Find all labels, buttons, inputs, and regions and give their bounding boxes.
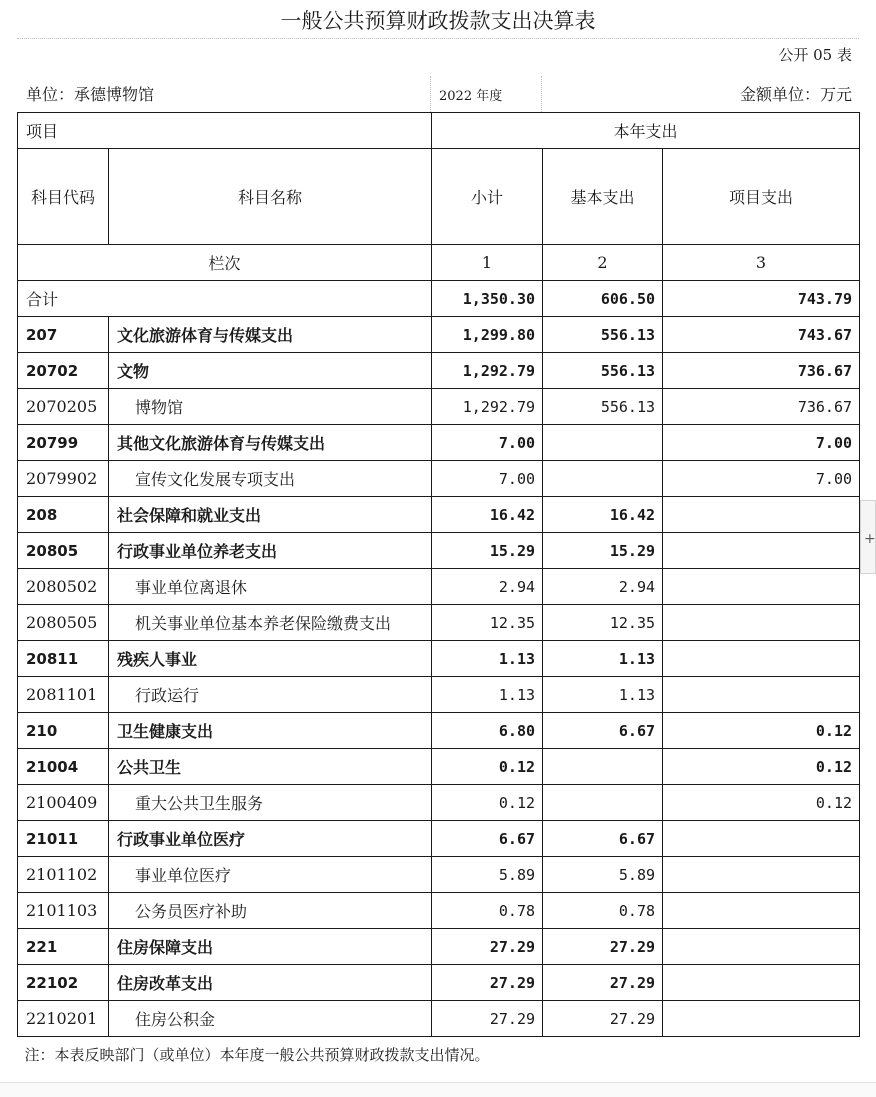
row-name[interactable]: 文物	[109, 353, 432, 389]
row-name[interactable]: 卫生健康支出	[109, 713, 432, 749]
table-row	[18, 857, 860, 893]
table-row	[18, 605, 860, 641]
row-name[interactable]: 行政运行	[109, 677, 432, 713]
row-name[interactable]: 公共卫生	[109, 749, 432, 785]
row-name[interactable]: 重大公共卫生服务	[109, 785, 432, 821]
row-basic[interactable]: 556.13	[543, 317, 663, 353]
total-label[interactable]: 合计	[18, 281, 432, 317]
row-code[interactable]: 2079902	[18, 461, 109, 497]
row-code[interactable]: 2070205	[18, 389, 109, 425]
row-code[interactable]: 2101103	[18, 893, 109, 929]
table-row	[18, 389, 860, 425]
row-basic[interactable]: 1.13	[543, 677, 663, 713]
row-name[interactable]: 事业单位离退休	[109, 569, 432, 605]
row-project[interactable]: 736.67	[663, 389, 860, 425]
row-subtotal[interactable]: 7.00	[432, 461, 543, 497]
table-row	[18, 749, 860, 785]
row-code[interactable]: 210	[18, 713, 109, 749]
row-subtotal[interactable]: 2.94	[432, 569, 543, 605]
row-name[interactable]: 宣传文化发展专项支出	[109, 461, 432, 497]
column-number-1[interactable]: 1	[432, 245, 543, 281]
row-project[interactable]	[663, 605, 860, 641]
bottom-scrollbar[interactable]	[0, 1082, 876, 1097]
row-basic[interactable]: 6.67	[543, 821, 663, 857]
header-subtotal[interactable]: 小计	[432, 149, 543, 245]
table-code: 公开 05 表	[778, 46, 852, 64]
row-project[interactable]: 0.12	[663, 713, 860, 749]
table-row	[18, 317, 860, 353]
row-subtotal[interactable]: 0.12	[432, 749, 543, 785]
row-project[interactable]: 743.67	[663, 317, 860, 353]
row-basic[interactable]: 15.29	[543, 533, 663, 569]
row-subtotal[interactable]: 1,292.79	[432, 353, 543, 389]
row-basic[interactable]: 27.29	[543, 965, 663, 1001]
row-subtotal[interactable]: 0.12	[432, 785, 543, 821]
row-name[interactable]: 住房公积金	[109, 1001, 432, 1037]
header-current-year[interactable]: 本年支出	[432, 113, 860, 149]
row-code[interactable]: 20702	[18, 353, 109, 389]
table-row	[18, 461, 860, 497]
row-name[interactable]: 残疾人事业	[109, 641, 432, 677]
row-basic[interactable]	[543, 749, 663, 785]
row-code[interactable]: 21004	[18, 749, 109, 785]
total-subtotal[interactable]: 1,350.30	[432, 281, 543, 317]
table-row	[18, 1001, 860, 1037]
row-basic[interactable]	[543, 425, 663, 461]
header-item[interactable]: 项目	[18, 113, 432, 149]
table-row	[18, 785, 860, 821]
row-subtotal[interactable]: 1.13	[432, 677, 543, 713]
row-name[interactable]: 行政事业单位养老支出	[109, 533, 432, 569]
total-basic[interactable]: 606.50	[543, 281, 663, 317]
table-row	[18, 965, 860, 1001]
row-code[interactable]: 21011	[18, 821, 109, 857]
header-project[interactable]: 项目支出	[663, 149, 860, 245]
grid-divider	[541, 76, 542, 112]
header-code[interactable]: 科目代码	[18, 149, 109, 245]
table-row	[18, 533, 860, 569]
row-name[interactable]: 公务员医疗补助	[109, 893, 432, 929]
note-row	[18, 1037, 860, 1072]
row-subtotal[interactable]: 5.89	[432, 857, 543, 893]
row-code[interactable]: 2100409	[18, 785, 109, 821]
row-basic[interactable]	[543, 461, 663, 497]
row-project[interactable]	[663, 965, 860, 1001]
row-project[interactable]	[663, 533, 860, 569]
row-name[interactable]: 住房保障支出	[109, 929, 432, 965]
row-name[interactable]: 其他文化旅游体育与传媒支出	[109, 425, 432, 461]
row-basic[interactable]: 1.13	[543, 641, 663, 677]
column-number-label[interactable]: 栏次	[18, 245, 432, 281]
table-row	[18, 893, 860, 929]
side-scroll-button[interactable]	[860, 500, 876, 574]
row-project[interactable]	[663, 569, 860, 605]
row-code[interactable]: 207	[18, 317, 109, 353]
row-code[interactable]: 2210201	[18, 1001, 109, 1037]
column-number-2[interactable]: 2	[543, 245, 663, 281]
header-row	[18, 149, 860, 245]
row-basic[interactable]: 2.94	[543, 569, 663, 605]
row-subtotal[interactable]: 27.29	[432, 1001, 543, 1037]
row-basic[interactable]: 556.13	[543, 389, 663, 425]
row-project[interactable]	[663, 857, 860, 893]
header-name[interactable]: 科目名称	[109, 149, 432, 245]
row-subtotal[interactable]: 1.13	[432, 641, 543, 677]
row-project[interactable]: 7.00	[663, 425, 860, 461]
table-row	[18, 353, 860, 389]
row-project[interactable]: 0.12	[663, 785, 860, 821]
row-project[interactable]	[663, 1001, 860, 1037]
row-name[interactable]: 事业单位医疗	[109, 857, 432, 893]
row-code[interactable]: 22102	[18, 965, 109, 1001]
plus-icon: +	[864, 531, 876, 547]
row-subtotal[interactable]: 12.35	[432, 605, 543, 641]
row-basic[interactable]: 556.13	[543, 353, 663, 389]
row-subtotal[interactable]: 6.67	[432, 821, 543, 857]
row-name[interactable]: 住房改革支出	[109, 965, 432, 1001]
row-subtotal[interactable]: 6.80	[432, 713, 543, 749]
row-subtotal[interactable]: 15.29	[432, 533, 543, 569]
row-basic[interactable]: 5.89	[543, 857, 663, 893]
column-number-row	[18, 245, 860, 281]
row-project[interactable]: 0.12	[663, 749, 860, 785]
row-code[interactable]: 208	[18, 497, 109, 533]
row-subtotal[interactable]: 16.42	[432, 497, 543, 533]
row-code[interactable]: 2080502	[18, 569, 109, 605]
total-row	[18, 281, 860, 317]
header-row	[18, 113, 860, 149]
row-code[interactable]: 2080505	[18, 605, 109, 641]
row-subtotal[interactable]: 0.78	[432, 893, 543, 929]
row-code[interactable]: 20799	[18, 425, 109, 461]
row-project[interactable]: 736.67	[663, 353, 860, 389]
row-subtotal[interactable]: 7.00	[432, 425, 543, 461]
year-label: 2022 年度	[439, 89, 503, 104]
row-name[interactable]: 行政事业单位医疗	[109, 821, 432, 857]
table-row	[18, 677, 860, 713]
header-info-row	[17, 76, 859, 112]
row-basic[interactable]: 12.35	[543, 605, 663, 641]
row-subtotal[interactable]: 1,292.79	[432, 389, 543, 425]
row-project[interactable]: 7.00	[663, 461, 860, 497]
table-row	[18, 641, 860, 677]
row-code[interactable]: 2101102	[18, 857, 109, 893]
row-basic[interactable]: 16.42	[543, 497, 663, 533]
total-project[interactable]: 743.79	[663, 281, 860, 317]
budget-table	[17, 112, 860, 1071]
table-row	[18, 821, 860, 857]
row-project[interactable]	[663, 641, 860, 677]
table-row	[18, 425, 860, 461]
row-basic[interactable]: 27.29	[543, 929, 663, 965]
row-basic[interactable]	[543, 785, 663, 821]
grid-divider	[17, 38, 859, 39]
row-code[interactable]: 221	[18, 929, 109, 965]
row-subtotal[interactable]: 1,299.80	[432, 317, 543, 353]
row-basic[interactable]: 0.78	[543, 893, 663, 929]
row-project[interactable]	[663, 497, 860, 533]
table-row	[18, 713, 860, 749]
money-unit-label: 金额单位：万元	[739, 85, 852, 104]
row-name[interactable]: 文化旅游体育与传媒支出	[109, 317, 432, 353]
grid-divider	[430, 76, 431, 112]
table-row	[18, 569, 860, 605]
row-code[interactable]: 20811	[18, 641, 109, 677]
footnote: 注：本表反映部门（或单位）本年度一般公共预算财政拨款支出情况。	[24, 1045, 490, 1064]
row-basic[interactable]: 27.29	[543, 1001, 663, 1037]
page-title: 一般公共预算财政拨款支出决算表	[280, 9, 596, 33]
row-name[interactable]: 博物馆	[109, 389, 432, 425]
column-number-3[interactable]: 3	[663, 245, 860, 281]
unit-label: 单位：承德博物馆	[26, 85, 155, 104]
row-code[interactable]: 20805	[18, 533, 109, 569]
row-subtotal[interactable]: 27.29	[432, 929, 543, 965]
row-project[interactable]	[663, 677, 860, 713]
row-basic[interactable]: 6.67	[543, 713, 663, 749]
row-code[interactable]: 2081101	[18, 677, 109, 713]
row-name[interactable]: 社会保障和就业支出	[109, 497, 432, 533]
row-project[interactable]	[663, 893, 860, 929]
row-name[interactable]: 机关事业单位基本养老保险缴费支出	[109, 605, 432, 641]
table-row	[18, 929, 860, 965]
row-subtotal[interactable]: 27.29	[432, 965, 543, 1001]
table-row	[18, 497, 860, 533]
row-project[interactable]	[663, 821, 860, 857]
header-basic[interactable]: 基本支出	[543, 149, 663, 245]
row-project[interactable]	[663, 929, 860, 965]
